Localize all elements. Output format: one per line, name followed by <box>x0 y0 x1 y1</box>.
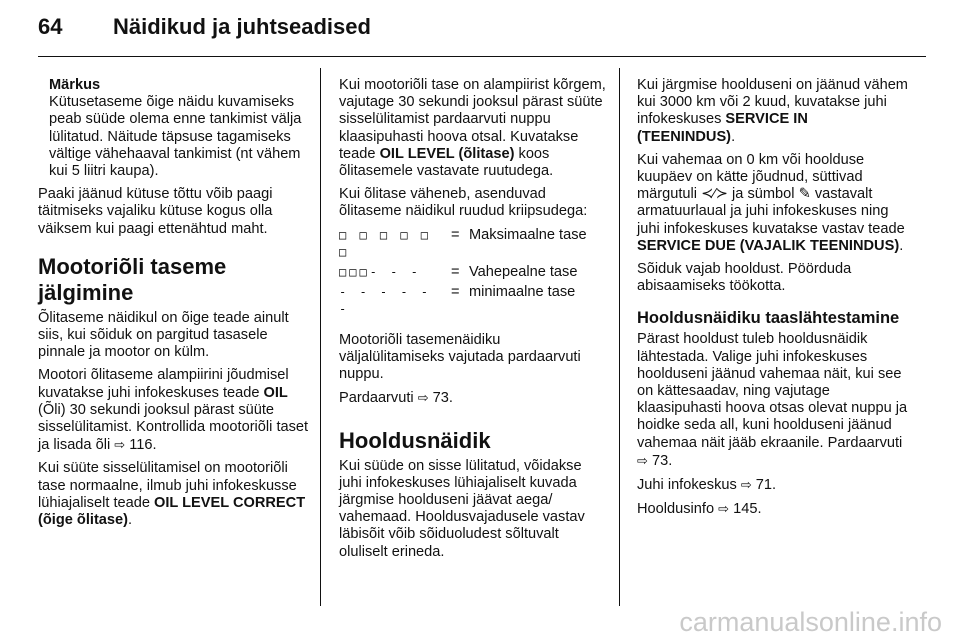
service-p3-text-2: ja sümbol <box>727 186 799 203</box>
level-symbol: - - - - - - <box>339 284 432 316</box>
service-p3-text-3: vastavalt armatuurlaual ja juhi infokeskuses ning juhi infokeskuses kuvatakse vastav teade <box>637 186 905 237</box>
service-paragraph-3 <box>637 152 909 255</box>
page-ref-arrow-icon: ⇨ <box>718 501 730 517</box>
service-lamp-icon: ≺∕≻ <box>701 186 728 203</box>
oil-level-heading: Mootoriõli taseme jälgimine <box>38 253 227 305</box>
note-box <box>38 77 313 180</box>
oil-paragraph-5: Kui õlitase väheneb, asenduvad õlitaseme näidikul ruudud kriipsudega: <box>339 186 588 220</box>
page-ref-link[interactable]: 145. <box>729 501 762 518</box>
oil-paragraph-3 <box>38 460 313 529</box>
page-title: Näidikud ja juhtseadised <box>113 14 371 39</box>
driver-info-ref <box>637 476 909 494</box>
service-reset-paragraph <box>637 331 909 470</box>
header-rule <box>38 56 926 57</box>
page-ref-link[interactable]: 71. <box>751 477 777 494</box>
service-p2-text: Kui järgmise hoolduseni on jäänud vähem kui 3000 km või 2 kuud, kuvatakse juhi infokeskuses <box>637 77 908 128</box>
service-paragraph-1: Kui süüde on sisse lülitatud, võidakse juhi infokeskuses lühiajaliselt kuvada järgmise hoolduseni jäävat aega/ vahemaad. Hooldusvajadusele vastav läbisõit võib sõiduoludest sõltuvalt oluliselt erineda. <box>339 457 585 560</box>
oil-level-message: OIL LEVEL (õlitase) <box>379 145 515 162</box>
service-paragraph-4: Sõiduk vajab hooldust. Pöörduda abisaamiseks töökotta. <box>637 261 852 295</box>
column-2 <box>339 77 607 567</box>
note-title: Märkus <box>49 77 101 93</box>
level-equals: = <box>451 283 460 300</box>
page-ref-arrow-icon: ⇨ <box>417 390 429 406</box>
page-ref-arrow-icon: ⇨ <box>637 452 648 468</box>
oil-p3-text: Kui süüte sisselülitamisel on mootoriõli tase normaalne, ilmub juhi infokeskusse lühiajaliselt teade <box>38 460 297 511</box>
wrench-icon: ✎ <box>798 186 811 203</box>
oil-p3-end: . <box>128 512 133 529</box>
oil-p4-text-2: koos õlitasemele vastavate ruutudega. <box>339 145 554 180</box>
service-info-ref <box>637 500 909 518</box>
column-divider-1 <box>320 68 321 606</box>
level-description: minimaalne tase <box>469 283 576 300</box>
level-symbol: □□□- - - <box>339 264 421 279</box>
oil-p4-text: Kui mootoriõli tase on alampiirist kõrgem, vajutage 30 sekundi jooksul pärast süüte sisselülitamist pardaarvuti nuppu klaasipuhasti hoova otsal. Kuvatakse teade <box>339 77 606 162</box>
page-ref-arrow-icon: ⇨ <box>740 477 752 493</box>
note-text: Kütusetaseme õige näidu kuvamiseks peab süüde olema enne tankimist välja lülitatud. Näitude täpsuse tagamiseks vältige vähehaaval tankimist (nt vähem kui 5 liitri kaupa). <box>49 94 302 180</box>
level-equals: = <box>451 226 460 243</box>
oil-paragraph-1: Õlitaseme näidikul on õige teade ainult siis, kui sõiduk on pargitud tasasele pinnale ja mootor on külm. <box>38 309 289 361</box>
page-ref-link[interactable]: 73. <box>647 452 673 469</box>
column-divider-2 <box>619 68 620 606</box>
level-description: Vahepealne tase <box>469 263 578 280</box>
page-number: 64 <box>38 14 63 39</box>
oil-level-table <box>339 227 607 318</box>
page-ref-link[interactable]: 73. <box>428 390 453 407</box>
oil-paragraph-6: Mootoriõli tasemenäidiku väljalülitamiseks vajutada pardaarvuti nuppu. <box>339 331 581 383</box>
column-1 <box>38 77 313 535</box>
column-3 <box>637 77 909 524</box>
oil-paragraph-4 <box>339 77 607 180</box>
service-p3-end: . <box>899 237 904 254</box>
computer-ref <box>339 389 607 407</box>
oil-p2-text-2: (Õli) 30 sekundi jooksul pärast süüte sisselülitamist. Kontrollida mootoriõli taset ja lisada õli <box>38 401 309 454</box>
level-description: Maksimaalne tase <box>469 226 587 243</box>
service-in-message: SERVICE IN (TEENINDUS) <box>637 111 808 145</box>
page-ref-arrow-icon: ⇨ <box>114 437 126 453</box>
service-reset-text: Pärast hooldust tuleb hooldusnäidik lähtestada. Valige juhi infokeskuses hoolduseni jäänud vahemaa näit, kui see on kättesaadav, ning vajutage klaasipuhasti hoova otsas olevat nuppu ja hoidke seda all, kuni hoolduseni jäänud vahemaa näit jääb ekraanile. Pardaarvuti <box>637 331 908 451</box>
service-due-message: SERVICE DUE (VAJALIK TEENINDUS) <box>637 237 900 254</box>
oil-paragraph-2 <box>38 367 313 454</box>
oil-level-correct-message: OIL LEVEL CORRECT (õige õlitase) <box>38 494 306 529</box>
service-reset-heading: Hooldusnäidiku taaslähtestamine <box>637 309 900 328</box>
driver-info-text: Juhi infokeskus <box>637 477 741 494</box>
service-heading: Hooldusnäidik <box>339 427 491 453</box>
fuel-paragraph: Paaki jäänud kütuse tõttu võib paagi täitmiseks vajaliku kütuse kogus olla väiksem kui paagi ettenähtud maht. <box>38 186 273 237</box>
watermark: carmanualsonline.info <box>679 607 942 637</box>
service-p3-text: Kui vahemaa on 0 km või hoolduse kuupäev on kätte jõudnud, süttivad märgutuli <box>637 151 865 203</box>
level-equals: = <box>451 263 460 280</box>
service-info-text: Hooldusinfo <box>637 501 719 518</box>
service-paragraph-2 <box>637 77 909 146</box>
oil-p2-text: Mootori õlitaseme alampiirini jõudmisel kuvatakse juhi infokeskuses teade <box>38 367 289 401</box>
page-ref-link[interactable]: 116. <box>125 437 157 454</box>
level-symbol: □ □ □ □ □ □ <box>339 227 432 259</box>
computer-ref-text: Pardaarvuti <box>339 390 418 407</box>
service-p2-end: . <box>731 128 736 145</box>
oil-message: OIL <box>263 384 288 401</box>
